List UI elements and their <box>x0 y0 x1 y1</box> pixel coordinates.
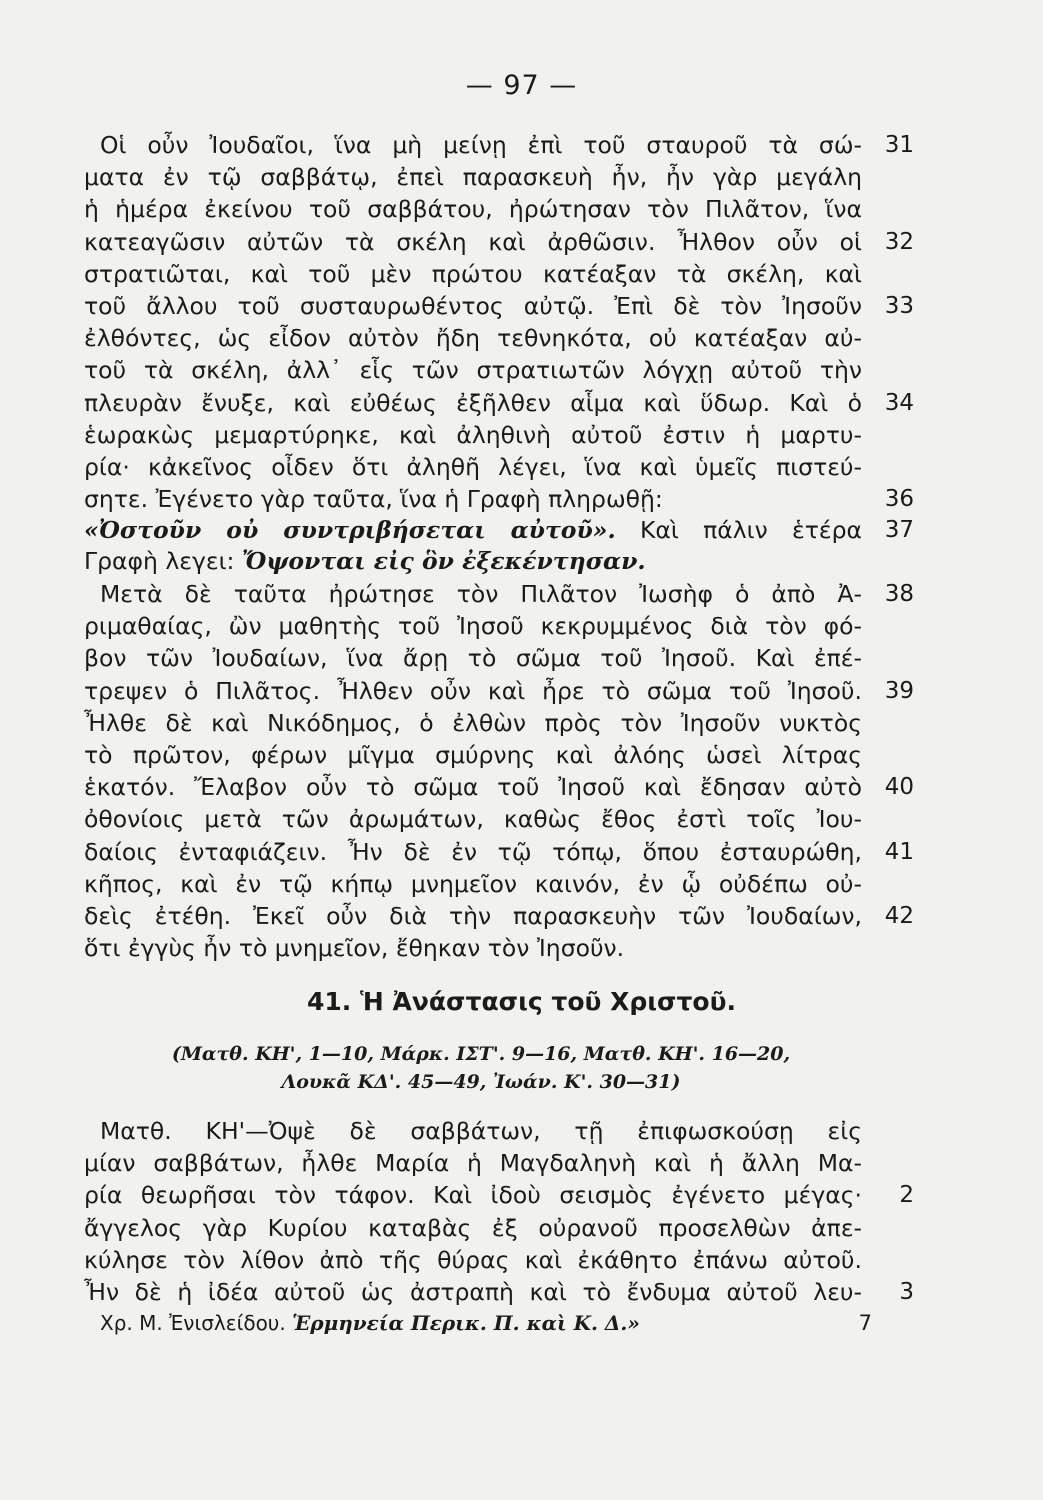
verse-number: 3 <box>899 1279 914 1305</box>
page-number: — 97 — <box>465 70 578 101</box>
text-line: ἑωρακὼς μεμαρτύρηκε, καὶ ἀληθινὴ αὐτοῦ ἐστιν ἡ μαρτυ- <box>84 420 862 449</box>
reference-line-1: (Ματθ. ΚΗ', 1—10, Μάρκ. ΙΣΤ'. 9—16, Ματθ. ΚΗ'. 16—20, <box>171 1043 791 1065</box>
text-line: πλευρὰν ἔνυξε, καὶ εὐθέως ἐξῆλθεν αἷμα καὶ ὕδωρ. Καὶ ὁ <box>84 388 862 417</box>
verse-number: 36 <box>884 486 914 513</box>
text-line: Μετὰ δὲ ταῦτα ἠρώτησε τὸν Πιλᾶτον Ἰωσὴφ ὁ ἀπὸ Ἀ- <box>100 580 862 608</box>
verse-number: 31 <box>884 132 914 158</box>
verse-number: 32 <box>884 228 914 255</box>
footer-author: Χρ. Μ. Ἐνισλείδου. <box>100 1311 293 1335</box>
text-line: μίαν σαββάτων, ἦλθε Μαρία ἡ Μαγδαληνὴ καὶ ἡ ἄλλη Μα- <box>84 1149 862 1178</box>
text-line: ματα ἐν τῷ σαββάτῳ, ἐπεὶ παρασκευὴ ἦν, ἦν γὰρ μεγάλη <box>84 163 862 192</box>
text-line: ἐλθόντες, ὡς εἶδον αὐτὸν ἤδη τεθνηκότα, οὐ κατέαξαν αὐ- <box>84 324 862 353</box>
quote-2-lead: Γραφὴ λεγει: <box>84 547 242 575</box>
text-line: δαίοις ἐνταφιάζειν. Ἦν δὲ ἐν τῷ τόπῳ, ὅπου ἐσταυρώθη, <box>84 837 862 866</box>
text-line: κατεαγῶσιν αὐτῶν τὰ σκέλη καὶ ἀρθῶσιν. Ἦλθον οὖν οἱ <box>84 227 862 256</box>
text-line: κῆπος, καὶ ἐν τῷ κήπῳ μνημεῖον καινόν, ἐν ᾧ οὐδέπω οὐ- <box>84 869 862 898</box>
text-line: σητε. Ἐγένετο γὰρ ταῦτα, ἵνα ἡ Γραφὴ πληρωθῇ: <box>84 485 663 514</box>
text-line: ρία· κἀκεῖνος οἶδεν ὅτι ἀληθῆ λέγει, ἵνα καὶ ὑμεῖς πιστεύ- <box>84 453 862 481</box>
verse-number: 33 <box>884 293 914 319</box>
text-line: τρεψεν ὁ Πιλᾶτος. Ἦλθεν οὖν καὶ ἦρε τὸ σῶμα τοῦ Ἰησοῦ. <box>84 676 862 705</box>
quote-1-bold: «Ὀστοῦν οὐ συντριβήσεται αὐτοῦ». <box>84 516 616 544</box>
verse-number: 37 <box>884 517 914 543</box>
text-line: κύλησε τὸν λίθον ἀπὸ τῆς θύρας καὶ ἐκάθητο ἐπάνω αὐτοῦ. <box>84 1245 862 1274</box>
text-line: ἄγγελος γὰρ Κυρίου καταβὰς ἐξ οὐρανοῦ προσελθὼν ἀπε- <box>84 1213 862 1242</box>
footer-title: Ἑρμηνεία Περικ. Π. καὶ Κ. Δ.» <box>292 1311 640 1335</box>
quote-2-bold: Ὄψονται εἰς ὃν ἐξεκέντησαν. <box>241 547 646 575</box>
verse-number: 39 <box>884 677 914 704</box>
section-heading: 41. Ἡ Ἀνάστασις τοῦ Χριστοῦ. <box>307 987 736 1016</box>
text-line: τὸ πρῶτον, φέρων μῖγμα σμύρνης καὶ ἀλόης ὡσεὶ λίτρας <box>84 741 862 769</box>
verse-number: 42 <box>884 903 914 929</box>
text-line: Ματθ. ΚΗ'—Ὀψὲ δὲ σαββάτων, τῇ ἐπιφωσκούσῃ εἰς <box>100 1117 862 1145</box>
text-line: Ἦλθε δὲ καὶ Νικόδημος, ὁ ἐλθὼν πρὸς τὸν Ἰησοῦν νυκτὸς <box>84 708 862 737</box>
text-line: ρία θεωρῆσαι τὸν τάφον. Καὶ ἰδοὺ σεισμὸς ἐγένετο μέγας· <box>84 1181 862 1210</box>
verse-number: 38 <box>884 581 914 607</box>
text-line: Οἱ οὖν Ἰουδαῖοι, ἵνα μὴ μείνῃ ἐπὶ τοῦ σταυροῦ τὰ σώ- <box>100 131 862 159</box>
text-line: ὅτι ἐγγὺς ἦν τὸ μνημεῖον, ἔθηκαν τὸν Ἰησοῦν. <box>84 934 625 963</box>
text-line: ὀθονίοις μετὰ τῶν ἀρωμάτων, καθὼς ἔθος ἐστὶ τοῖς Ἰου- <box>84 805 862 834</box>
verse-number: 40 <box>884 774 914 801</box>
text-line: βον τῶν Ἰουδαίων, ἵνα ἄρῃ τὸ σῶμα τοῦ Ἰησοῦ. Καὶ ἐπέ- <box>84 644 862 673</box>
text-line: ἡ ἡμέρα ἐκείνου τοῦ σαββάτου, ἠρώτησαν τὸν Πιλᾶτον, ἵνα <box>84 195 862 224</box>
page-footer <box>100 1306 740 1340</box>
text-line: ριμαθαίας, ὢν μαθητὴς τοῦ Ἰησοῦ κεκρυμμένος διὰ τὸν φό- <box>84 612 862 641</box>
text-line: δεὶς ἐτέθη. Ἐκεῖ οὖν διὰ τὴν παρασκευὴν τῶν Ἰουδαίων, <box>84 902 862 930</box>
text-line: ἑκατόν. Ἔλαβον οὖν τὸ σῶμα τοῦ Ἰησοῦ καὶ ἔδησαν αὐτὸ <box>84 773 862 802</box>
verse-number: 41 <box>884 838 914 865</box>
quote-1-rest: Καὶ πάλιν ἑτέρα <box>615 516 862 544</box>
text-line: τοῦ τὰ σκέλη, ἀλλ᾿ εἷς τῶν στρατιωτῶν λόγχῃ αὐτοῦ τὴν <box>84 356 862 385</box>
signature-number: 7 <box>858 1311 872 1335</box>
text-line: Ἦν δὲ ἡ ἰδέα αὐτοῦ ὡς ἀστραπὴ καὶ τὸ ἔνδυμα αὐτοῦ λευ- <box>84 1278 862 1306</box>
verse-number: 2 <box>899 1182 914 1209</box>
verse-number: 34 <box>884 389 914 416</box>
text-line: τοῦ ἄλλου τοῦ συσταυρωθέντος αὐτῷ. Ἐπὶ δὲ τὸν Ἰησοῦν <box>84 292 862 320</box>
text-line: στρατιῶται, καὶ τοῦ μὲν πρώτου κατέαξαν τὰ σκέλη, καὶ <box>84 259 862 288</box>
reference-line-2: Λουκᾶ ΚΔ'. 45—49, Ἰωάν. Κ'. 30—31) <box>281 1071 681 1093</box>
